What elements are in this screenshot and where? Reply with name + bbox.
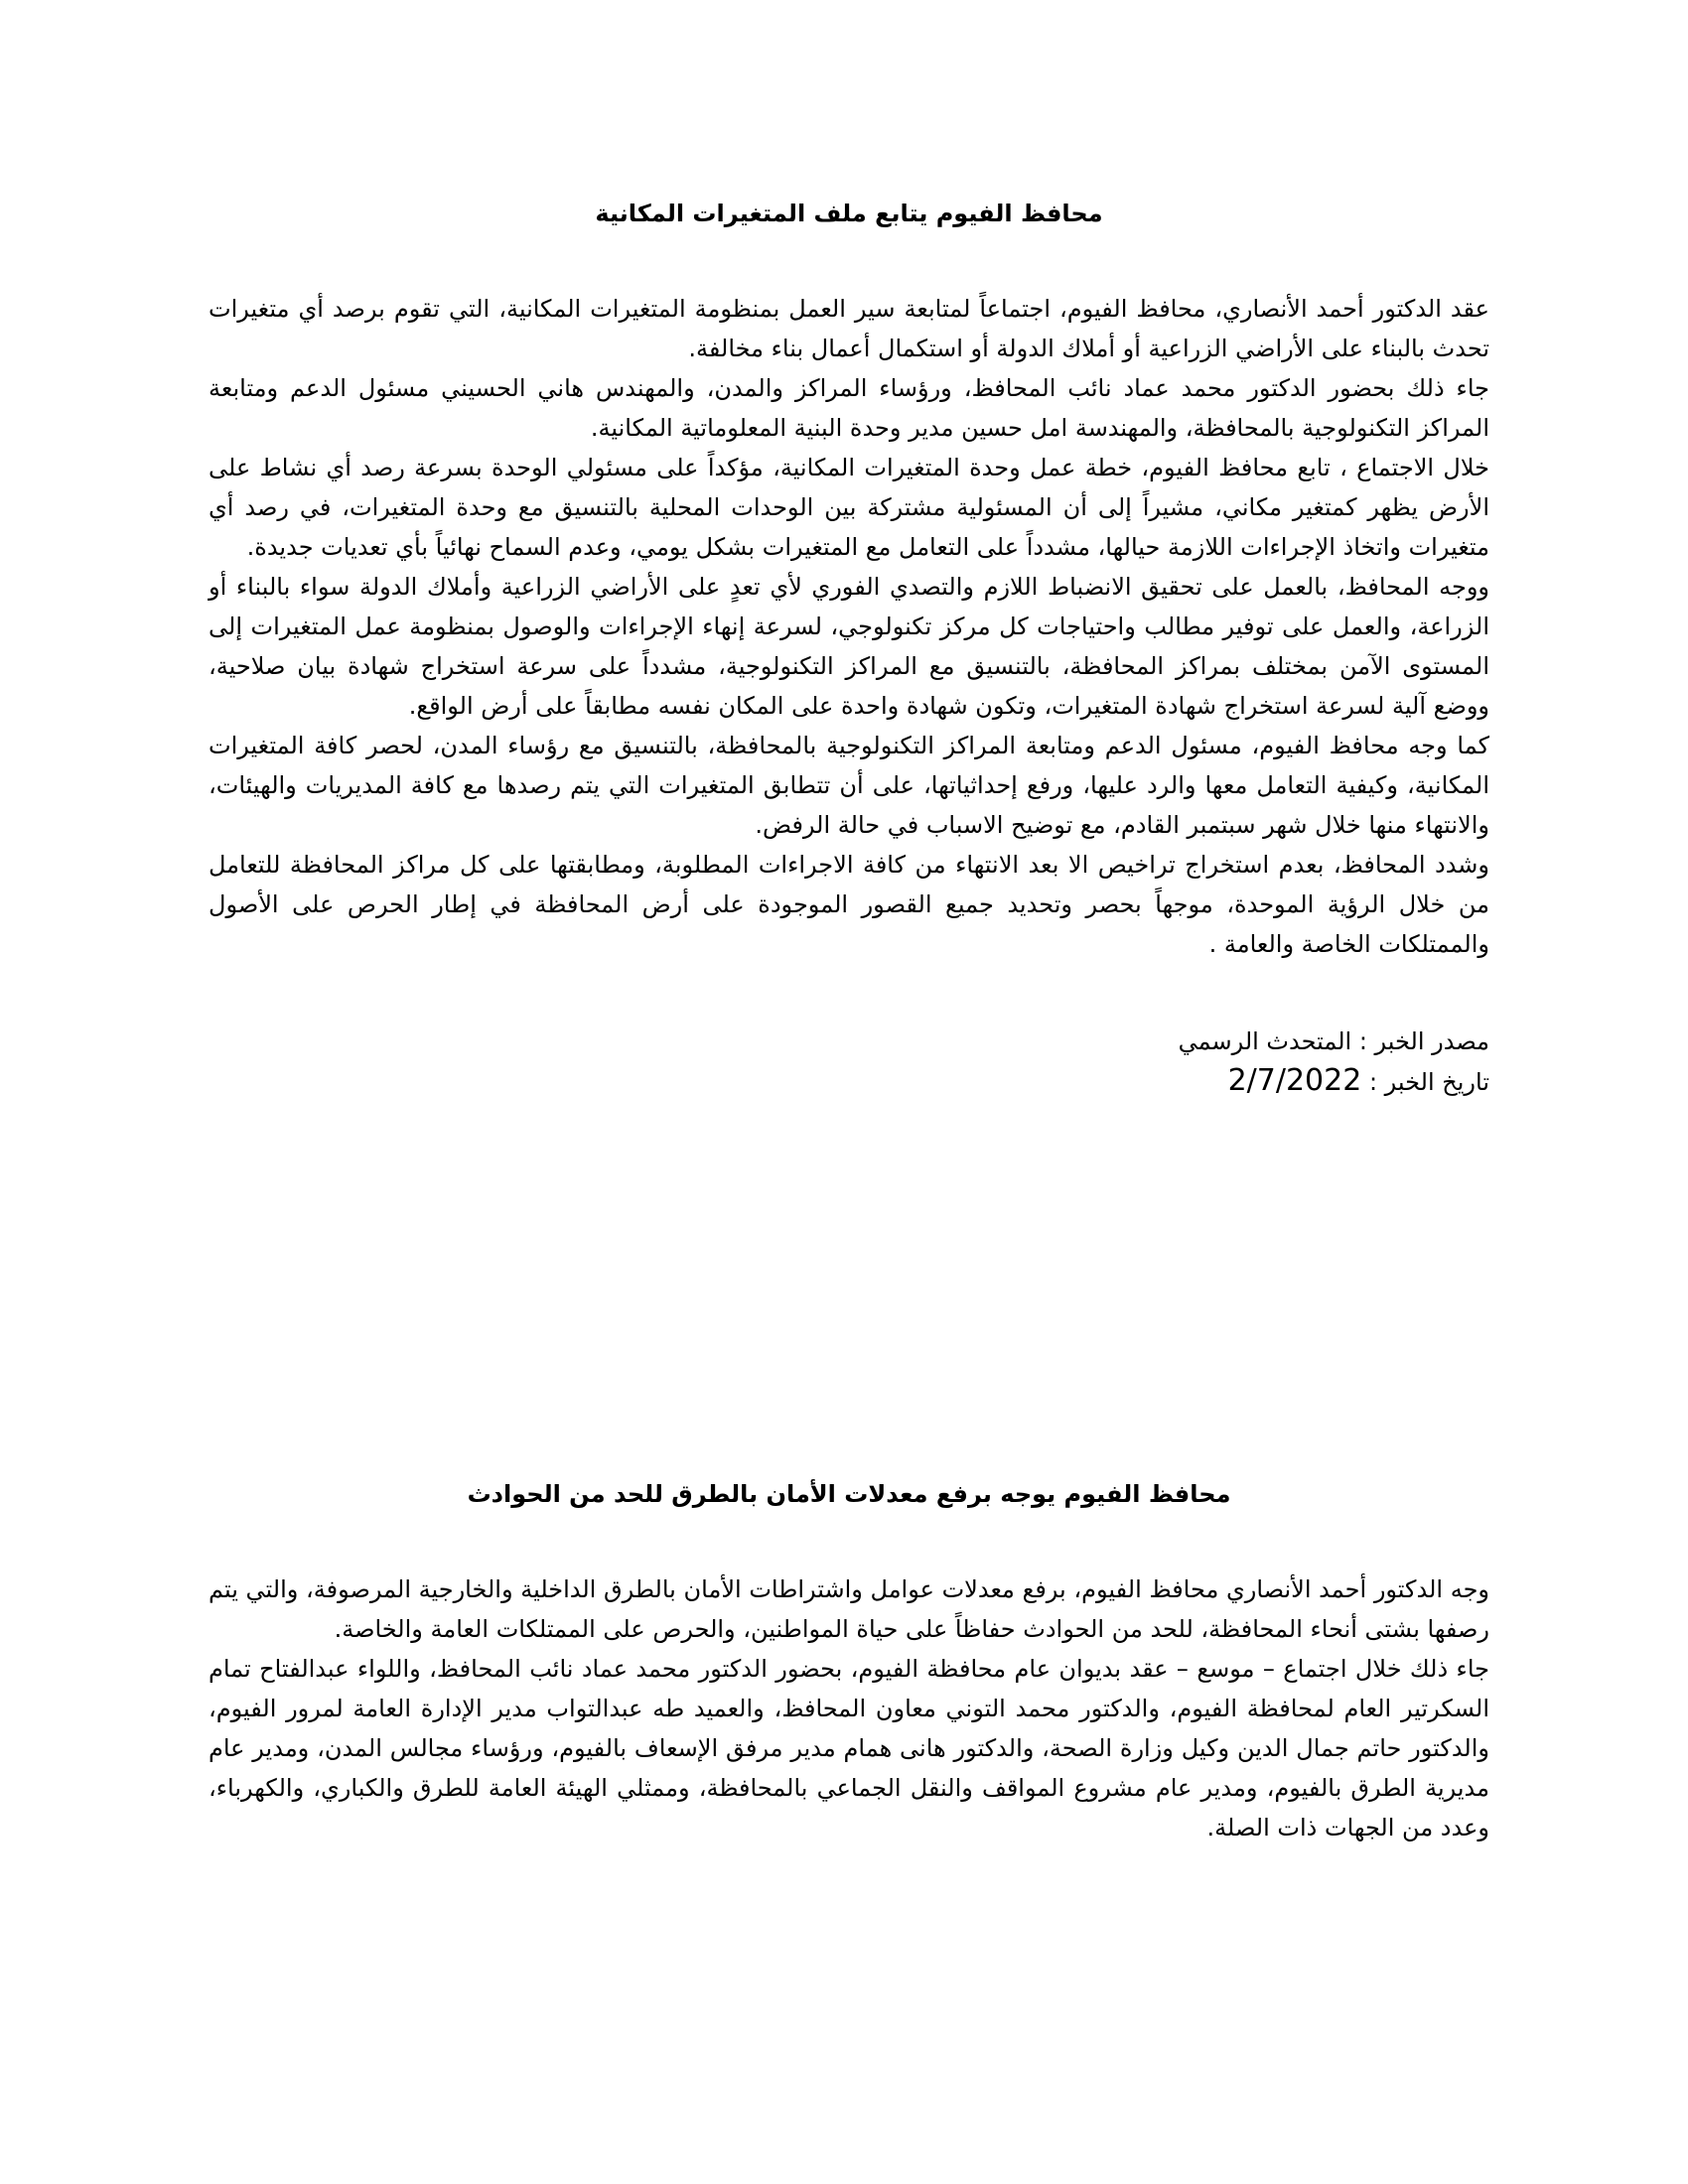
article-spatial-changes: [209, 199, 1489, 1102]
paragraph: عقد الدكتور أحمد الأنصاري، محافظ الفيوم، اجتماعاً لمتابعة سير العمل بمنظومة المتغيرات المكانية، التي تقوم برصد أي متغيرات تحدث بالبناء على الأراضي الزراعية أو أملاك الدولة أو استكمال أعمال بناء مخالفة.: [209, 295, 1489, 363]
news-meta: [209, 1022, 1489, 1102]
article-body: [209, 289, 1489, 964]
news-date-label: تاريخ الخبر :: [1361, 1068, 1489, 1097]
news-date: [209, 1061, 1489, 1102]
article-title: محافظ الفيوم يوجه برفع معدلات الأمان بالطرق للحد من الحوادث: [467, 1480, 1231, 1508]
paragraph: وشدد المحافظ، بعدم استخراج تراخيص الا بعد الانتهاء من كافة الاجراءات المطلوبة، ومطابقتها على كل مراكز المحافظة للتعامل من خلال الرؤية الموحدة، موجهاً بحصر وتحديد جميع القصور الموجودة على أرض المحافظة في إطار الحرص على الأصول والممتلكات الخاصة والعامة .: [209, 851, 1489, 959]
article-body: [209, 1570, 1489, 1847]
paragraph: جاء ذلك بحضور الدكتور محمد عماد نائب المحافظ، ورؤساء المراكز والمدن، والمهندس هاني الحسيني مسئول الدعم ومتابعة المراكز التكنولوجية بالمحافظة، والمهندسة امل حسين مدير وحدة البنية المعلوماتية المكانية.: [209, 374, 1489, 443]
article-title: محافظ الفيوم يتابع ملف المتغيرات المكانية: [595, 200, 1103, 227]
article-road-safety: [209, 1479, 1489, 1847]
news-source: مصدر الخبر : المتحدث الرسمي: [1178, 1027, 1489, 1056]
paragraph: جاء ذلك خلال اجتماع – موسع – عقد بديوان عام محافظة الفيوم، بحضور الدكتور محمد عماد نائب المحافظ، واللواء عبدالفتاح تمام السكرتير العام لمحافظة الفيوم، والدكتور محمد التوني معاون المحافظ، والعميد طه عبدالتواب مدير الإدارة العامة لمرور الفيوم، والدكتور حاتم جمال الدين وكيل وزارة الصحة، والدكتور هانى همام مدير مرفق الإسعاف بالفيوم، ورؤساء مجالس المدن، ومدير عام مديرية الطرق بالفيوم، ومدير عام مشروع المواقف والنقل الجماعي بالمحافظة، وممثلي الهيئة العامة للطرق والكباري، والكهرباء، وعدد من الجهات ذات الصلة.: [209, 1655, 1489, 1843]
paragraph: ووجه المحافظ، بالعمل على تحقيق الانضباط اللازم والتصدي الفوري لأي تعدٍ على الأراضي الزراعية وأملاك الدولة سواء بالبناء أو الزراعة، والعمل على توفير مطالب واحتياجات كل مركز تكنولوجي، لسرعة إنهاء الإجراءات والوصول بمنظومة عمل المتغيرات إلى المستوى الآمن بمختلف بمراكز المحافظة، بالتنسيق مع المراكز التكنولوجية، مشدداً على سرعة استخراج شهادة بيان صلاحية، ووضع آلية لسرعة استخراج شهادة المتغيرات، وتكون شهادة واحدة على المكان نفسه مطابقاً على أرض الواقع.: [209, 573, 1489, 721]
news-date-value: 2/7/2022: [1227, 1063, 1362, 1099]
paragraph: وجه الدكتور أحمد الأنصاري محافظ الفيوم، برفع معدلات عوامل واشتراطات الأمان بالطرق الداخلية والخارجية المرصوفة، والتي يتم رصفها بشتى أنحاء المحافظة، للحد من الحوادث حفاظاً على حياة المواطنين، والحرص على الممتلكات العامة والخاصة.: [209, 1575, 1489, 1644]
paragraph: خلال الاجتماع ، تابع محافظ الفيوم، خطة عمل وحدة المتغيرات المكانية، مؤكداً على مسئولي الوحدة بسرعة رصد أي نشاط على الأرض يظهر كمتغير مكاني، مشيراً إلى أن المسئولية مشتركة بين الوحدات المحلية بالتنسيق مع وحدة المتغيرات، في رصد أي متغيرات واتخاذ الإجراءات اللازمة حيالها، مشدداً على التعامل مع المتغيرات بشكل يومي، وعدم السماح نهائياً بأي تعديات جديدة.: [209, 454, 1489, 562]
paragraph: كما وجه محافظ الفيوم، مسئول الدعم ومتابعة المراكز التكنولوجية بالمحافظة، بالتنسيق مع رؤساء المدن، لحصر كافة المتغيرات المكانية، وكيفية التعامل معها والرد عليها، ورفع إحداثياتها، على أن تتطابق المتغيرات التي يتم رصدها مع كافة المديريات والهيئات، والانتهاء منها خلال شهر سبتمبر القادم، مع توضيح الاسباب في حالة الرفض.: [209, 732, 1489, 840]
